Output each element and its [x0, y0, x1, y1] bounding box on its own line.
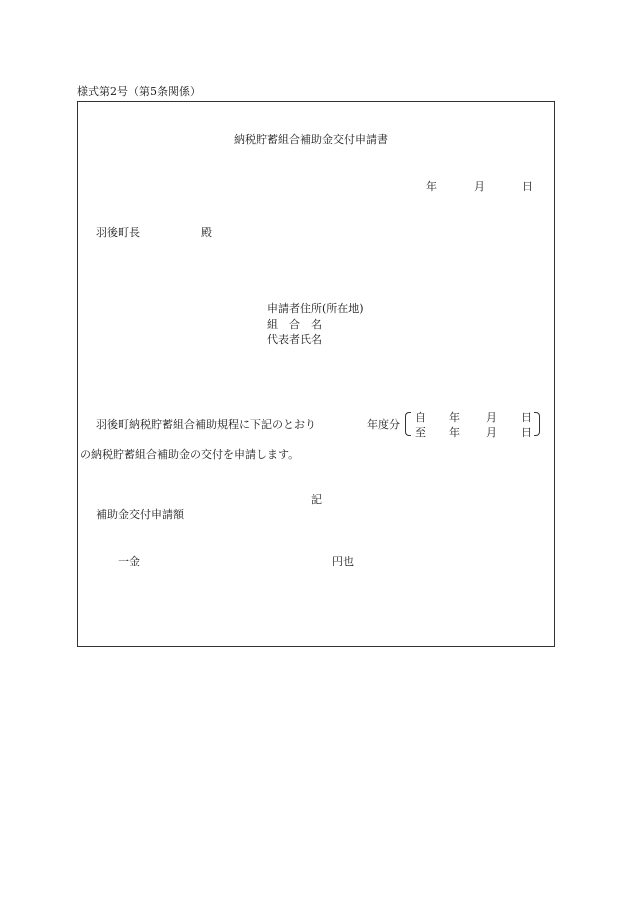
period-from-label: 自 [415, 411, 426, 424]
applicant-representative-label: 代表者氏名 [267, 333, 322, 346]
period-to-day: 日 [521, 426, 532, 439]
body-text-line1: 羽後町納税貯蓄組合補助規程に下記のとおり [96, 418, 316, 431]
period-to-year: 年 [449, 426, 460, 439]
period-from-month: 月 [486, 411, 497, 424]
period-bracket-right [534, 412, 540, 436]
period-to-month: 月 [486, 426, 497, 439]
body-text-line2: の納税貯蓄組合補助金の交付を申請します。 [80, 448, 300, 461]
period-to-label: 至 [415, 426, 426, 439]
period-bracket-left [405, 412, 411, 436]
form-label: 様式第2号（第5条関係） [77, 85, 201, 98]
applicant-address-label: 申請者住所(所在地) [267, 302, 364, 315]
date-day: 日 [522, 180, 533, 193]
period-from-year: 年 [449, 411, 460, 424]
addressee-name: 羽後町長 [96, 226, 140, 239]
amount-suffix: 円也 [332, 555, 354, 568]
date-month: 月 [474, 180, 485, 193]
applicant-union-name-label: 組 合 名 [267, 318, 322, 331]
period-from-day: 日 [521, 411, 532, 424]
amount-prefix: 一金 [118, 555, 140, 568]
fiscal-year-label: 年度分 [367, 418, 400, 431]
addressee-honorific: 殿 [201, 226, 212, 239]
document-title: 納税貯蓄組合補助金交付申請書 [234, 133, 388, 146]
record-heading: 記 [311, 493, 322, 506]
date-year: 年 [426, 180, 437, 193]
amount-label: 補助金交付申請額 [96, 508, 184, 521]
